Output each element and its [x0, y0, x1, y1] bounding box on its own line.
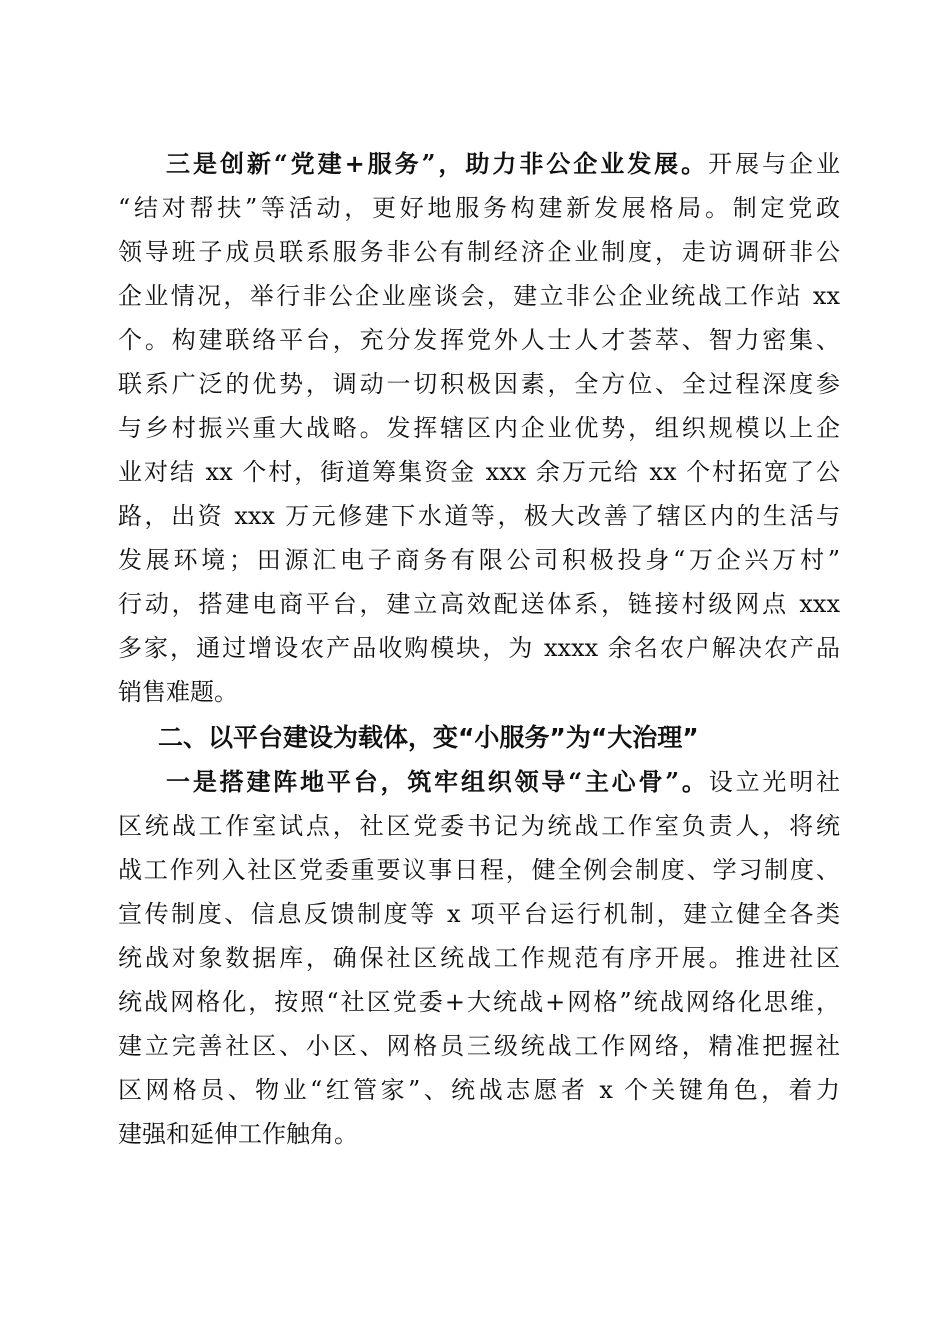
paragraph-line: 建立完善社区、小区、网格员三级统战工作网络，精准把握社 — [118, 1032, 840, 1060]
paragraph-line: 业对结 xx 个村，街道筹集资金 xxx 余万元给 xx 个村拓宽了公 — [118, 458, 840, 486]
paragraph-text: 设立光明社 — [708, 768, 841, 796]
paragraph-line: 发展环境；田源汇电子商务有限公司积极投身“万企兴万村” — [118, 546, 840, 574]
paragraph-line: 与乡村振兴重大战略。发挥辖区内企业优势，组织规模以上企 — [118, 414, 840, 442]
paragraph-line — [118, 142, 840, 186]
paragraph-line: 领导班子成员联系服务非公有制经济企业制度，走访调研非公 — [118, 238, 840, 266]
paragraph-line: 统战对象数据库，确保社区统战工作规范有序开展。推进社区 — [118, 944, 840, 972]
section-heading: 二、以平台建设为载体，变“小服务”为“大治理” — [158, 723, 699, 752]
paragraph-line: 宣传制度、信息反馈制度等 x 项平台运行机制，建立健全各类 — [118, 900, 840, 928]
document-page — [118, 142, 840, 1156]
paragraph-text: 开展与企业 — [708, 150, 841, 178]
paragraph-line: 路，出资 xxx 万元修建下水道等，极大改善了辖区内的生活与 — [118, 502, 840, 530]
paragraph-line: 销售难题。 — [118, 678, 238, 706]
paragraph-line: 多家，通过增设农产品收购模块，为 xxxx 余名农户解决农产品 — [118, 634, 840, 662]
paragraph-line — [118, 760, 840, 804]
paragraph-line: 企业情况，举行非公企业座谈会，建立非公企业统战工作站 xx — [118, 282, 840, 310]
paragraph-line: 行动，搭建电商平台，建立高效配送体系，链接村级网点 xxx — [118, 590, 840, 618]
paragraph-line: 建强和延伸工作触角。 — [118, 1120, 358, 1148]
paragraph-line: 联系广泛的优势，调动一切积极因素，全方位、全过程深度参 — [118, 370, 840, 398]
paragraph-line: 区网格员、物业“红管家”、统战志愿者 x 个关键角色，着力 — [118, 1076, 840, 1104]
paragraph-line: 统战网格化，按照“社区党委+大统战+网格”统战网络化思维， — [118, 988, 840, 1016]
paragraph-line: 区统战工作室试点，社区党委书记为统战工作室负责人，将统 — [118, 812, 840, 840]
paragraph-line: 个。构建联络平台，充分发挥党外人士人才荟萃、智力密集、 — [118, 326, 840, 354]
paragraph-line: 战工作列入社区党委重要议事日程，健全例会制度、学习制度、 — [118, 856, 840, 884]
paragraph-lead: 一是搭建阵地平台，筑牢组织领导“主心骨”。 — [166, 767, 709, 796]
paragraph-line: “结对帮扶”等活动，更好地服务构建新发展格局。制定党政 — [118, 194, 840, 222]
paragraph-lead: 三是创新“党建+服务”，助力非公企业发展。 — [166, 149, 709, 178]
